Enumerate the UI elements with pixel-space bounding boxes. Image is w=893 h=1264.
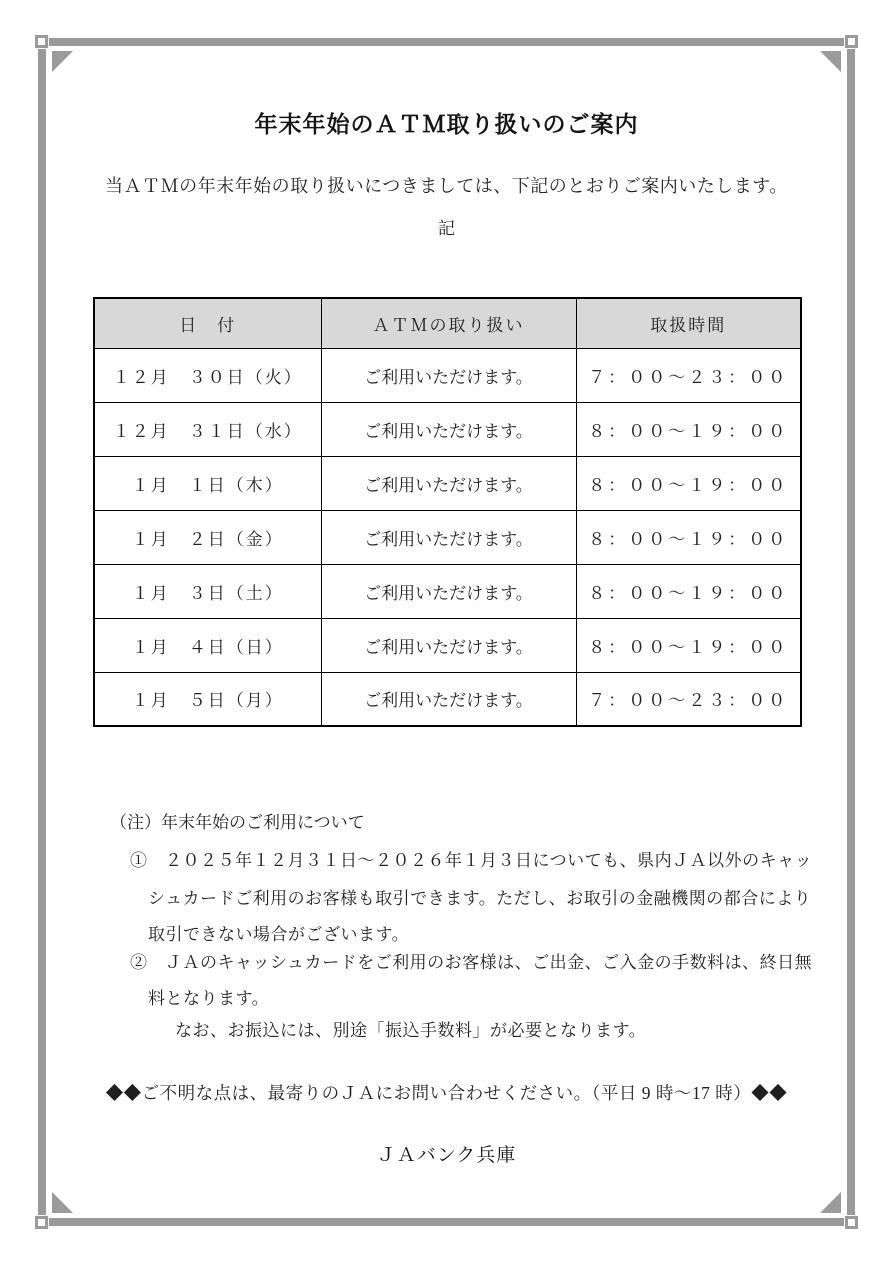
bank-name: ＪＡバンク兵庫	[376, 1145, 517, 1166]
date-cell: １月 ３日（土）	[94, 564, 321, 618]
intro-text: 当ＡＴＭの年末年始の取り扱いにつきましては、下記のとおりご案内いたします。	[105, 176, 788, 196]
table-row	[94, 510, 801, 564]
date-cell: １月 ２日（金）	[94, 510, 321, 564]
availability-cell: ご利用いただけます。	[321, 348, 576, 402]
availability-cell: ご利用いただけます。	[321, 510, 576, 564]
table-row	[94, 402, 801, 456]
frame-corner-triangle-bottom-right	[820, 1192, 841, 1213]
availability-cell: ご利用いただけます。	[321, 618, 576, 672]
note-1-line-2: シュカードご利用のお客様も取引できます。ただし、お取引の金融機関の都合により	[148, 889, 812, 908]
hours-cell: ８：００～１９：００	[576, 618, 801, 672]
note-1-line-3: 取引できない場合がございます。	[148, 925, 410, 944]
date-cell: １月 ４日（日）	[94, 618, 321, 672]
contact-info-line: ◆◆ご不明な点は、最寄りのＪＡにお問い合わせください。（平日 9 時～17 時）◆◆	[105, 1083, 788, 1103]
frame-corner-triangle-top-left	[52, 51, 73, 72]
hours-cell: ７：００～２３：００	[576, 348, 801, 402]
note-2-line-1: ② ＪＡのキャッシュカードをご利用のお客様は、ご出金、ご入金の手数料は、終日無	[130, 953, 813, 972]
hours-cell: ８：００～１９：００	[576, 510, 801, 564]
availability-cell: ご利用いただけます。	[321, 564, 576, 618]
availability-cell: ご利用いただけます。	[321, 456, 576, 510]
date-cell: １２月 ３０日（火）	[94, 348, 321, 402]
table-row	[94, 618, 801, 672]
table-row	[94, 564, 801, 618]
note-1-line-1: ① ２０２５年１２月３１日～２０２６年１月３日についても、県内ＪＡ以外のキャッ	[130, 851, 813, 870]
date-cell: １月 １日（木）	[94, 456, 321, 510]
frame-corner-triangle-bottom-left	[52, 1192, 73, 1213]
frame-corner-square-bottom-right	[845, 1216, 858, 1229]
frame-corner-square-top-right	[845, 35, 858, 48]
table-row	[94, 672, 801, 726]
availability-cell: ご利用いただけます。	[321, 672, 576, 726]
date-cell: １２月 ３１日（水）	[94, 402, 321, 456]
ki-label: 記	[438, 219, 455, 238]
frame-corner-square-top-left	[35, 35, 48, 48]
frame-corner-square-bottom-left	[35, 1216, 48, 1229]
column-header-hours: 取扱時間	[576, 298, 801, 348]
atm-schedule-table	[93, 297, 802, 727]
hours-cell: ８：００～１９：００	[576, 564, 801, 618]
table-row	[94, 348, 801, 402]
note-2-line-2: 料となります。	[148, 989, 270, 1008]
hours-cell: ８：００～１９：００	[576, 456, 801, 510]
hours-cell: ８：００～１９：００	[576, 402, 801, 456]
page-title: 年末年始のＡＴＭ取り扱いのご案内	[254, 111, 639, 137]
table-header-row	[94, 298, 801, 348]
column-header-date: 日 付	[94, 298, 321, 348]
frame-bar-bottom	[49, 1218, 844, 1226]
frame-corner-triangle-top-right	[820, 51, 841, 72]
availability-cell: ご利用いただけます。	[321, 402, 576, 456]
column-header-atm-availability: ＡＴＭの取り扱い	[321, 298, 576, 348]
hours-cell: ７：００～２３：００	[576, 672, 801, 726]
notes-heading: （注）年末年始のご利用について	[110, 813, 365, 832]
date-cell: １月 ５日（月）	[94, 672, 321, 726]
table-row	[94, 456, 801, 510]
frame-bar-top	[49, 38, 844, 46]
note-2-transfer-fee-note: なお、お振込には、別途「振込手数料」が必要となります。	[175, 1021, 647, 1040]
